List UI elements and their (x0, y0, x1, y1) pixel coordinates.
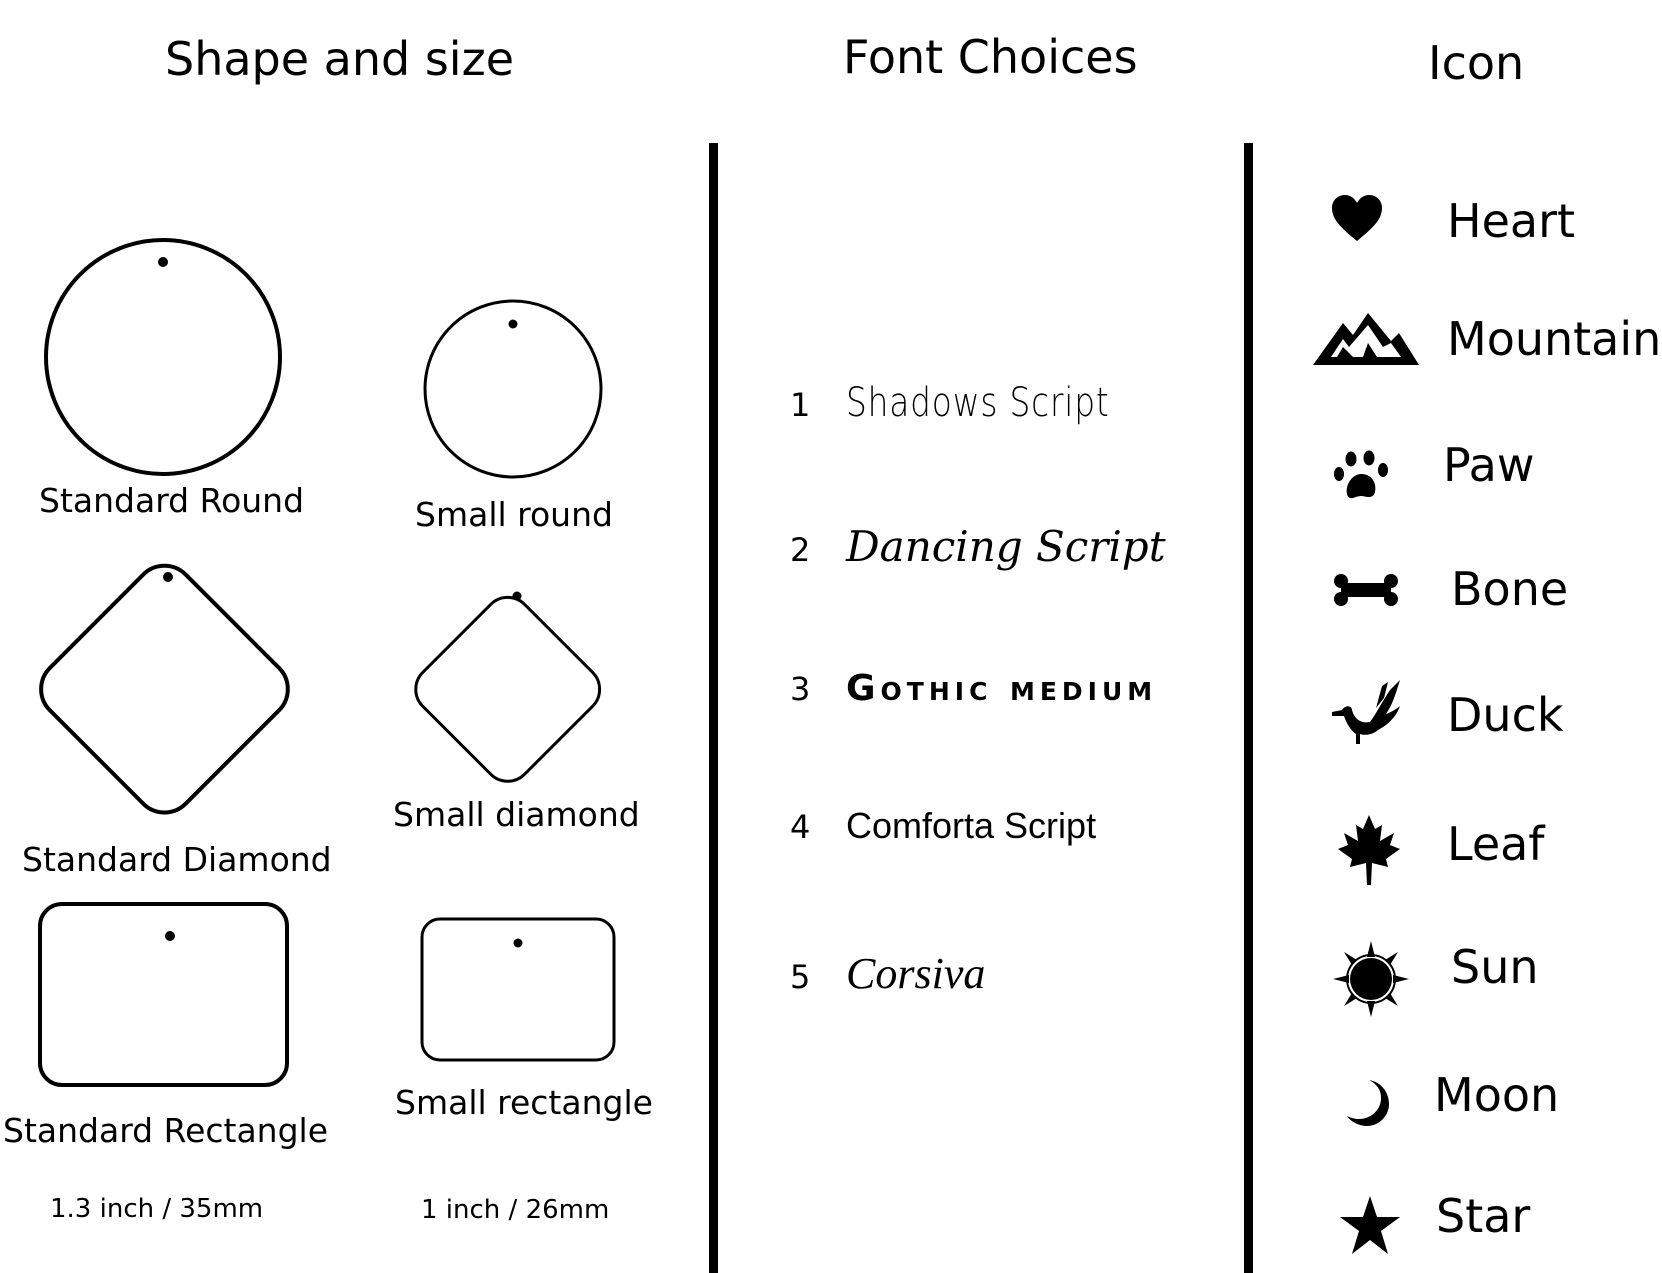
duck-icon (1330, 678, 1402, 748)
column-divider-right (1244, 143, 1253, 1273)
font-name-dancing-script: Dancing Script (846, 522, 1166, 571)
moon-icon (1347, 1078, 1391, 1128)
shapes-heading: Shape and size (165, 32, 515, 86)
bone-icon (1333, 573, 1399, 607)
font-number: 5 (790, 958, 811, 996)
font-choice-3 (790, 668, 1157, 709)
icon-label-sun: Sun (1451, 940, 1539, 994)
icon-label-duck: Duck (1447, 688, 1564, 742)
small-rectangle-label: Small rectangle (395, 1083, 653, 1122)
standard-rectangle-shape (40, 904, 287, 1085)
font-choice-1 (790, 380, 1167, 426)
small-round-label: Small round (415, 495, 613, 534)
font-name-shadows-script: Shadows Script (846, 380, 1110, 426)
icon-label-paw: Paw (1443, 438, 1535, 492)
font-number: 3 (790, 670, 811, 708)
icon-label-mountain: Mountain (1447, 312, 1662, 366)
mountain-icon (1313, 313, 1419, 365)
font-number: 4 (790, 808, 811, 846)
standard-diamond-label: Standard Diamond (22, 840, 332, 879)
heart-icon (1330, 193, 1384, 243)
icon-label-heart: Heart (1447, 194, 1576, 248)
small-diamond-label: Small diamond (393, 795, 640, 834)
font-name-comforta-script: Comforta Script (846, 805, 1097, 846)
standard-round-label: Standard Round (39, 481, 305, 520)
standard-round-shape (46, 240, 280, 474)
font-choice-5 (790, 948, 985, 999)
font-number: 2 (790, 531, 811, 569)
leaf-icon (1338, 815, 1400, 885)
small-size-label: 1 inch / 26mm (421, 1195, 610, 1225)
icon-label-moon: Moon (1434, 1068, 1560, 1122)
font-name-gothic-medium: Gothic medium (846, 668, 1158, 709)
font-number: 1 (790, 386, 811, 424)
icons-heading: Icon (1428, 36, 1525, 90)
paw-icon (1333, 450, 1391, 502)
small-round-shape (425, 301, 601, 477)
icon-label-star: Star (1436, 1189, 1531, 1243)
sun-icon (1333, 941, 1409, 1017)
star-icon (1340, 1196, 1400, 1254)
standard-size-label: 1.3 inch / 35mm (50, 1194, 264, 1224)
small-diamond-shape (406, 587, 610, 791)
standard-diamond-shape (29, 553, 301, 825)
font-choice-2 (790, 522, 1166, 571)
standard-rectangle-label: Standard Rectangle (3, 1111, 329, 1150)
font-name-corsiva: Corsiva (846, 949, 986, 998)
fonts-heading: Font Choices (843, 30, 1138, 84)
small-rectangle-shape (422, 919, 614, 1060)
column-divider-left (709, 143, 718, 1273)
icon-label-bone: Bone (1451, 562, 1569, 616)
font-choice-4 (790, 805, 1096, 847)
icon-label-leaf: Leaf (1447, 817, 1545, 871)
